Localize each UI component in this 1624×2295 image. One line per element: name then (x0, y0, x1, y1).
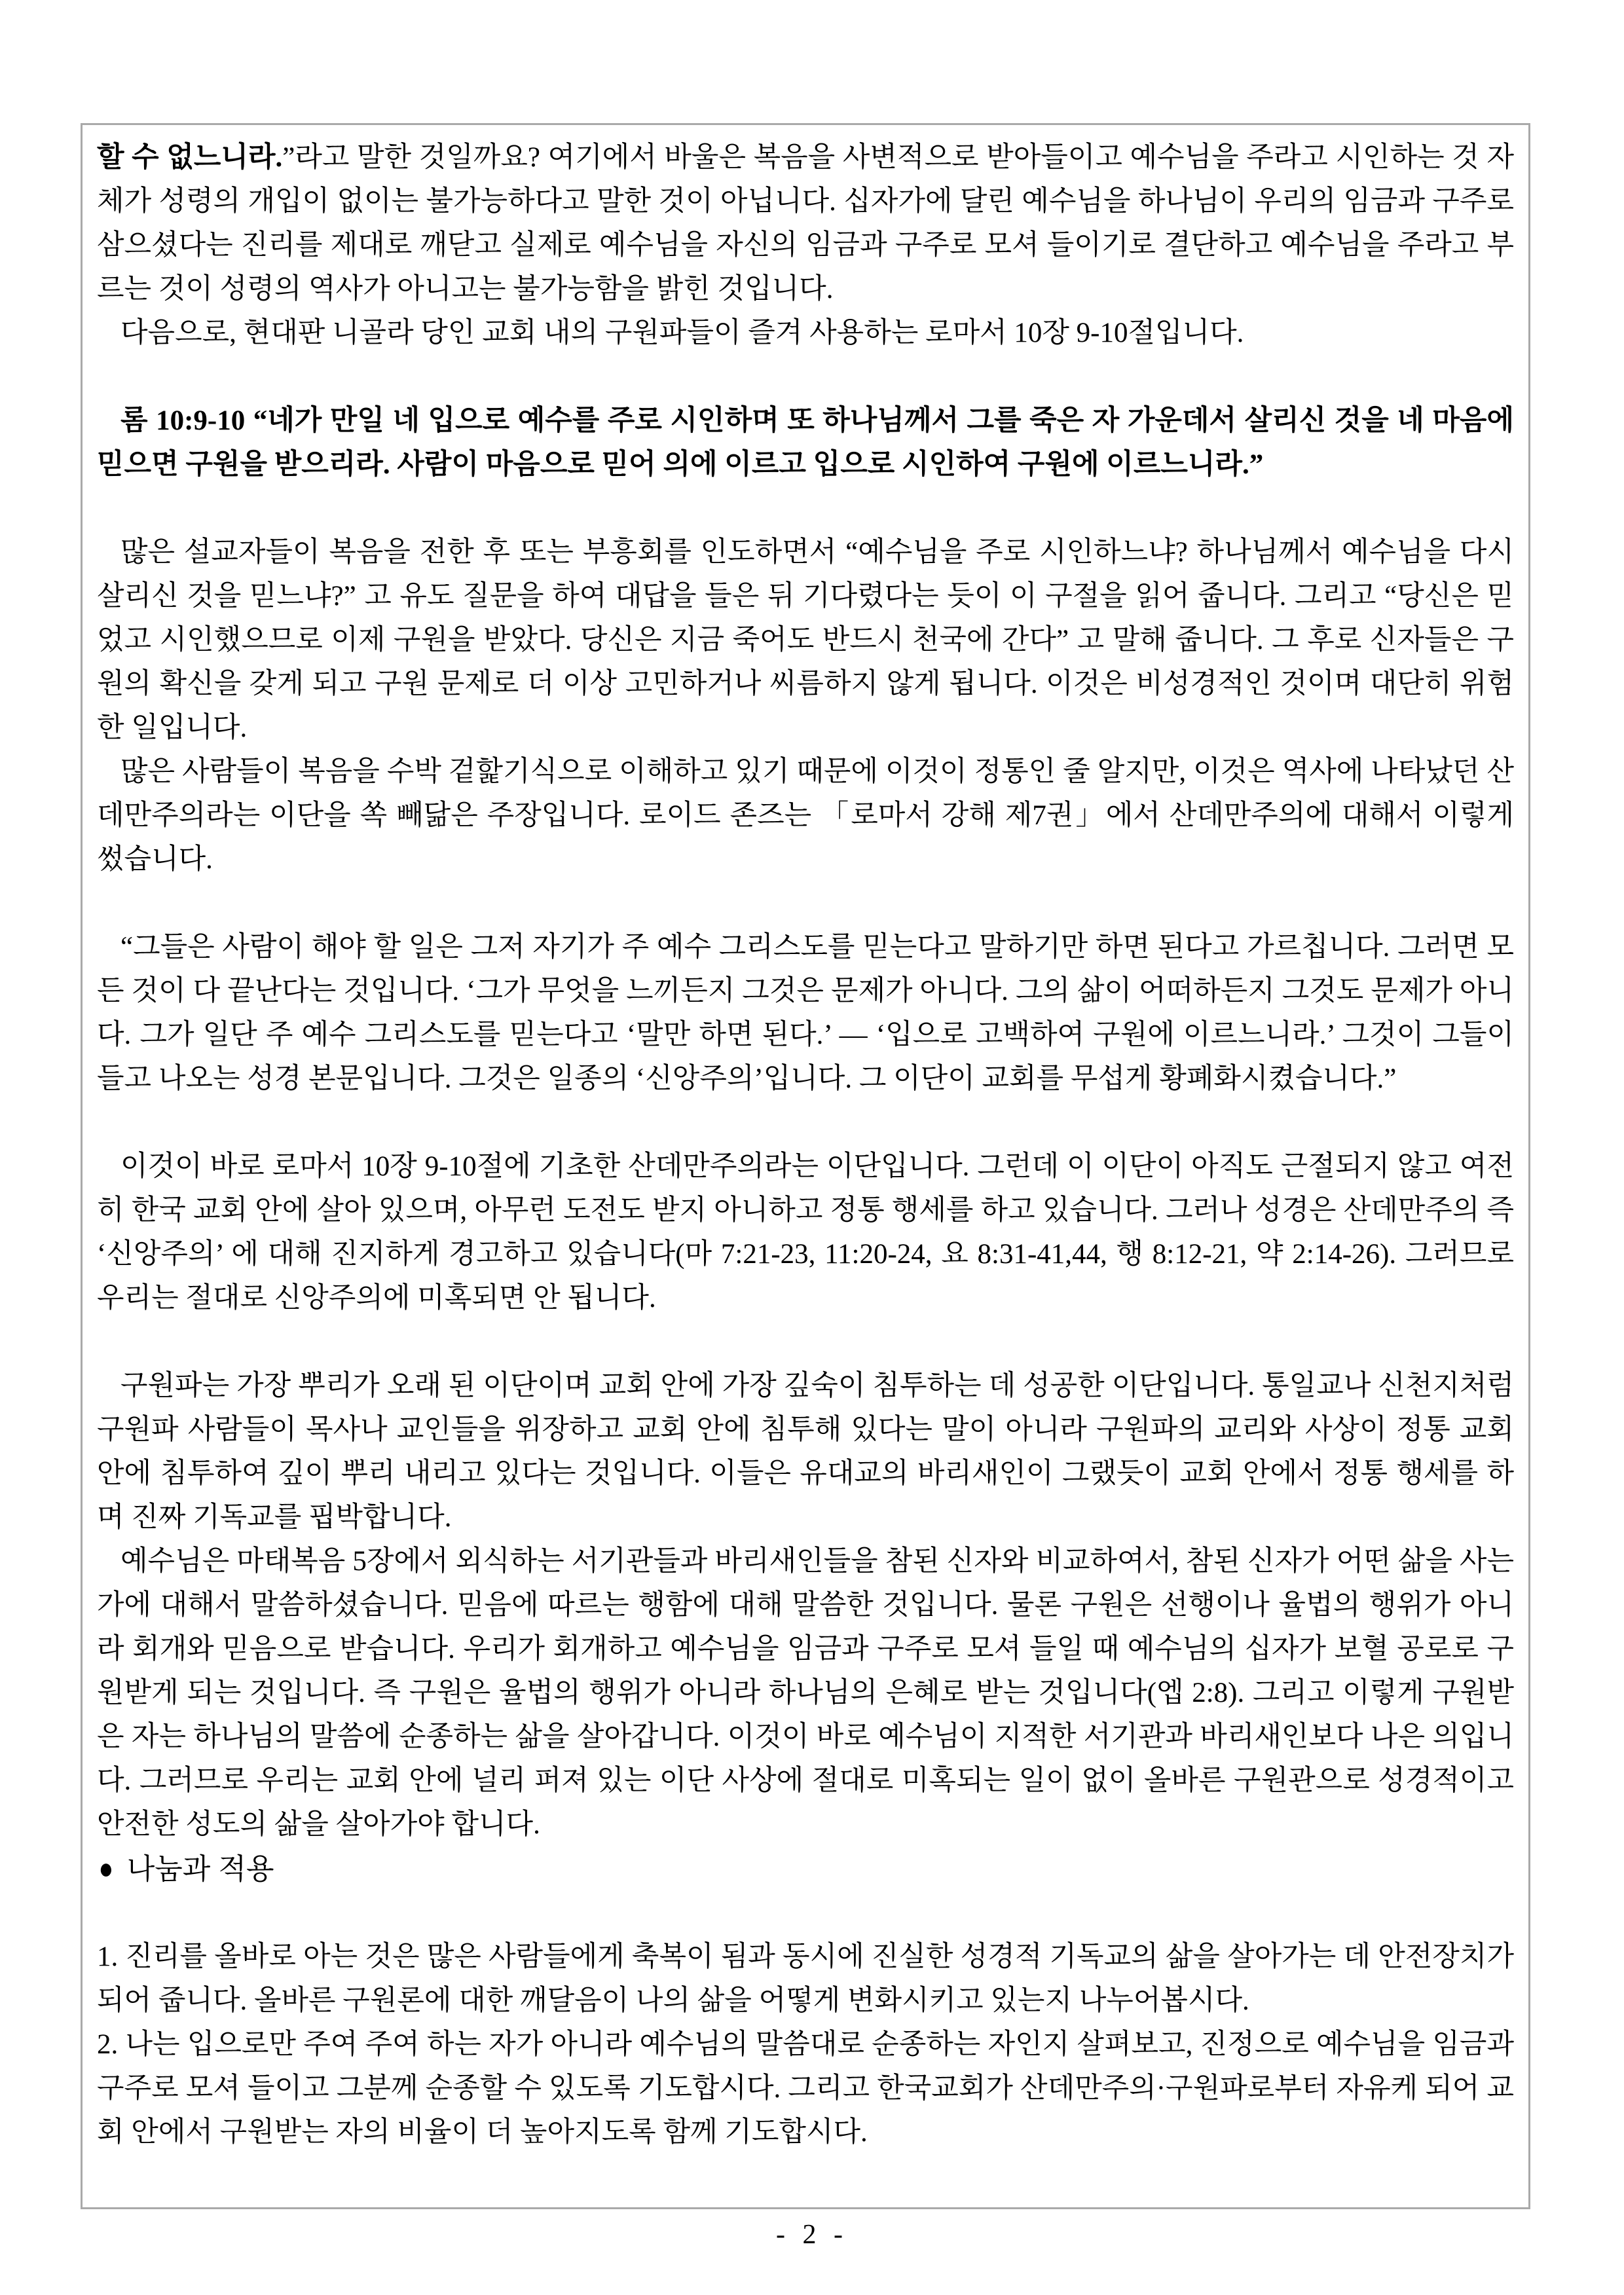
paragraph-matthew-5 (97, 1539, 1514, 1846)
paragraph-sandemanianism (97, 750, 1514, 881)
text-segment: 이것이 바로 로마서 10장 9-10절에 기초한 산데만주의라는 이단입니다. 그런데 이 이단이 아직도 근절되지 않고 여전히 한국 교회 안에 살아 있으며, 아무런 도전도 받지 아니하고 정통 행세를 하고 있습니다. 그러나 성경은 산데만주의 즉 ‘신앙주의’ 에 대해 진지하게 경고하고 있습니다(마 7:21-23, 11:20-24, 요 8:31-41,44, 행 8:12-21, 약 2:14-26). 그러므로 우리는 절대로 신앙주의에 미혹되면 안 됩니다. (97, 1151, 1514, 1313)
section-title: 나눔과 적용 (126, 1853, 274, 1885)
text-segment: 예수님은 마태복음 5장에서 외식하는 서기관들과 바리새인들을 참된 신자와 비교하여서, 참된 신자가 어떤 삶을 사는가에 대해서 말씀하셨습니다. 믿음에 따르는 행함에 대해 말씀한 것입니다. 물론 구원은 선행이나 율법의 행위가 아니라 회개와 믿음으로 받습니다. 우리가 회개하고 예수님을 임금과 구주로 모셔 들일 때 예수님의 십자가 보혈 공로로 구원받게 되는 것입니다. 즉 구원은 율법의 행위가 아니라 하나님의 은혜로 받는 것입니다(엡 2:8). 그리고 이렇게 구원받은 자는 하나님의 말씀에 순종하는 삶을 살아갑니다. 이것이 바로 예수님이 지적한 서기관과 바리새인보다 나은 의입니다. 그러므로 우리는 교회 안에 널리 퍼져 있는 이단 사상에 절대로 미혹되는 일이 없이 올바른 구원관으로 성경적이고 안전한 성도의 삶을 살아가야 합니다. (97, 1546, 1514, 1840)
page-number: - 2 - (776, 2220, 848, 2250)
text-segment: 1. 진리를 올바로 아는 것은 많은 사람들에게 축복이 됨과 동시에 진실한 성경적 기독교의 삶을 살아가는 데 안전장치가 되어 줍니다. 올바른 구원론에 대한 깨달음이 나의 삶을 어떻게 변화시키고 있는지 나누어봅시다. (97, 1941, 1514, 2016)
text-segment: 롬 10:9-10 “네가 만일 네 입으로 예수를 주로 시인하며 또 하나님께서 그를 죽은 자 가운데서 살리신 것을 네 마음에 믿으면 구원을 받으리라. 사람이 마음으로 믿어 의에 이르고 입으로 시인하여 구원에 이르느니라.” (97, 405, 1514, 480)
text-segment: 2. 나는 입으로만 주여 주여 하는 자가 아니라 예수님의 말씀대로 순종하는 자인지 살펴보고, 진정으로 예수님을 임금과 구주로 모셔 들이고 그분께 순종할 수 있도록 기도합시다. 그리고 한국교회가 산데만주의·구원파로부터 자유케 되어 교회 안에서 구원받는 자의 비율이 더 높아지도록 함께 기도합시다. (97, 2029, 1514, 2148)
text-segment: 많은 설교자들이 복음을 전한 후 또는 부흥회를 인도하면서 “예수님을 주로 시인하느냐? 하나님께서 예수님을 다시 살리신 것을 믿느냐?” 고 유도 질문을 하여 대답을 들은 뒤 기다렸다는 듯이 이 구절을 읽어 줍니다. 그리고 “당신은 믿었고 시인했으므로 이제 구원을 받았다. 당신은 지금 죽어도 반드시 천국에 간다” 고 말해 줍니다. 그 후로 신자들은 구원의 확신을 갖게 되고 구원 문제로 더 이상 고민하거나 씨름하지 않게 됩니다. 이것은 비성경적인 것이며 대단히 위험한 일입니다. (97, 537, 1514, 743)
text-segment: 구원파는 가장 뿌리가 오래 된 이단이며 교회 안에 가장 깊숙이 침투하는 데 성공한 이단입니다. 통일교나 신천지처럼 구원파 사람들이 목사나 교인들을 위장하고 교회 안에 침투해 있다는 말이 아니라 구원파의 교리와 사상이 정통 교회 안에 침투하여 깊이 뿌리 내리고 있다는 것입니다. 이들은 유대교의 바리새인이 그랬듯이 교회 안에서 정통 행세를 하며 진짜 기독교를 핍박합니다. (97, 1370, 1514, 1533)
section-bullet-icon: ● (98, 1851, 114, 1885)
paragraph-preachers (97, 530, 1514, 750)
text-segment: 다음으로, 현대판 니골라 당인 교회 내의 구원파들이 즐겨 사용하는 로마서 10장 9-10절입니다. (120, 318, 1244, 348)
text-segment: “그들은 사람이 해야 할 일은 그저 자기가 주 예수 그리스도를 믿는다고 말하기만 하면 된다고 가르칩니다. 그러면 모든 것이 다 끝난다는 것입니다. ‘그가 무엇을 느끼든지 그것은 문제가 아니다. 그의 삶이 어떠하든지 그것도 문제가 아니다. 그가 일단 주 예수 그리스도를 믿는다고 ‘말만 하면 된다.’ ― ‘입으로 고백하여 구원에 이르느니라.’ 그것이 그들이 들고 나오는 성경 본문입니다. 그것은 일종의 ‘신앙주의’입니다. 그 이단이 교회를 무섭게 황폐화시켰습니다.” (97, 932, 1514, 1094)
text-segment: 할 수 없느니라. (97, 142, 283, 173)
discussion-item-2 (97, 2023, 1514, 2154)
paragraph-intro-verse (97, 311, 1514, 355)
text-segment: ”라고 말한 것일까요? 여기에서 바울은 복음을 사변적으로 받아들이고 예수님을 주라고 시인하는 것 자체가 성령의 개입이 없이는 불가능하다고 말한 것이 아닙니다. 십자가에 달린 예수님을 하나님이 우리의 임금과 구주로 삼으셨다는 진리를 제대로 깨닫고 실제로 예수님을 자신의 임금과 구주로 모셔 들이기로 결단하고 예수님을 주라고 부르는 것이 성령의 역사가 아니고는 불가능함을 밝힌 것입니다. (97, 142, 1514, 304)
discussion-item-1 (97, 1935, 1514, 2023)
block-quote-lloyd-jones (97, 925, 1514, 1101)
bible-verse-rom-10-9-10 (97, 399, 1514, 487)
text-segment: 많은 사람들이 복음을 수박 겉핥기식으로 이해하고 있기 때문에 이것이 정통인 줄 알지만, 이것은 역사에 나타났던 산데만주의라는 이단을 쏙 빼닮은 주장입니다. 로이드 존즈는 「로마서 강해 제7권」에서 산데만주의에 대해서 이렇게 썼습니다. (97, 756, 1514, 875)
paragraph-warning (97, 1145, 1514, 1320)
paragraph-continuation (97, 136, 1514, 311)
document-body (97, 136, 1514, 2154)
content-frame (81, 123, 1530, 2209)
section-header-sharing-application (97, 1846, 1514, 1891)
paragraph-salvation-sect (97, 1364, 1514, 1539)
